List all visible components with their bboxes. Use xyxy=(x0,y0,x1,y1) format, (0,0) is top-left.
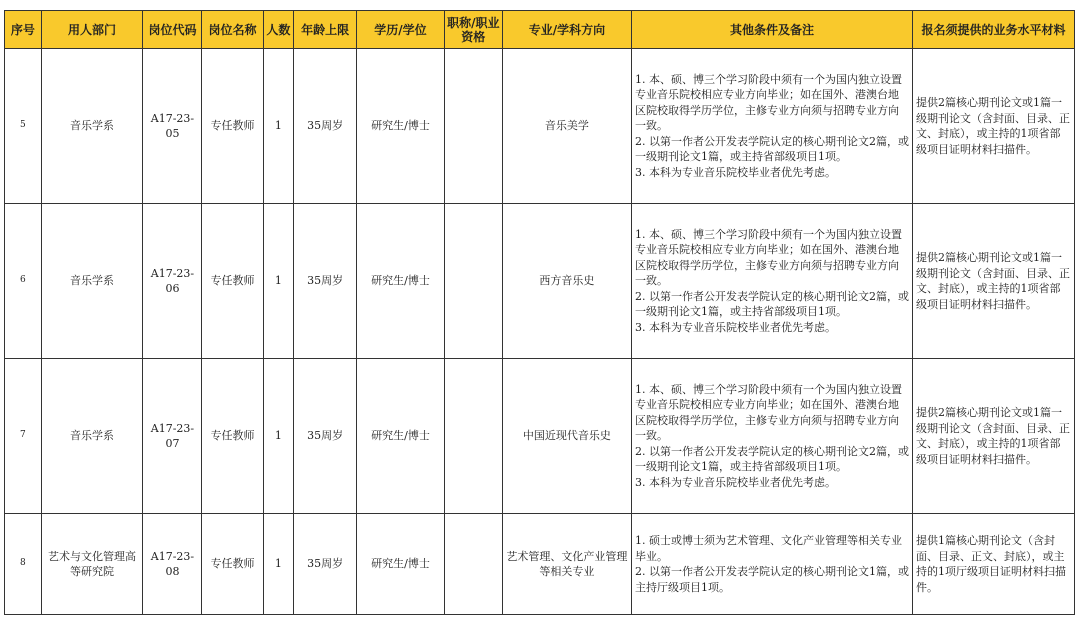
header-code: 岗位代码 xyxy=(143,11,202,49)
cell-title-qualification xyxy=(444,514,502,615)
cell-position: 专任教师 xyxy=(202,49,263,204)
table-row xyxy=(5,514,1075,615)
cell-major: 西方音乐史 xyxy=(502,204,631,359)
cell-title-qualification xyxy=(444,49,502,204)
cell-title-qualification xyxy=(444,359,502,514)
condition-line: 1. 本、硕、博三个学习阶段中须有一个为国内独立设置专业音乐院校相应专业方向毕业；如在国外、港澳台地区院校取得学历学位，主修专业方向须与招聘专业方向一致。 xyxy=(635,227,903,288)
cell-age-limit: 35周岁 xyxy=(294,204,357,359)
header-department: 用人部门 xyxy=(41,11,143,49)
cell-materials: 提供2篇核心期刊论文或1篇一级期刊论文（含封面、目录、正文、封底），或主持的1项省部级项目证明材料扫描件。 xyxy=(913,204,1075,359)
cell-index: 8 xyxy=(5,514,42,615)
header-title-qualification: 职称/职业资格 xyxy=(444,11,502,49)
table-row xyxy=(5,204,1075,359)
header-education: 学历/学位 xyxy=(357,11,445,49)
cell-education: 研究生/博士 xyxy=(357,514,445,615)
header-row xyxy=(5,11,1075,49)
condition-line: 1. 硕士或博士须为艺术管理、文化产业管理等相关专业毕业。 xyxy=(635,534,903,563)
recruitment-table xyxy=(4,10,1075,615)
cell-position: 专任教师 xyxy=(202,359,263,514)
condition-line: 2. 以第一作者公开发表学院认定的核心期刊论文2篇，或一级期刊论文1篇，或主持省部级项目1项。 xyxy=(635,289,910,319)
condition-line: 1. 本、硕、博三个学习阶段中须有一个为国内独立设置专业音乐院校相应专业方向毕业；如在国外、港澳台地区院校取得学历学位，主修专业方向须与招聘专业方向一致。 xyxy=(635,72,903,133)
cell-count: 1 xyxy=(263,514,294,615)
header-age-limit: 年龄上限 xyxy=(294,11,357,49)
cell-education: 研究生/博士 xyxy=(357,359,445,514)
table-row xyxy=(5,359,1075,514)
condition-line: 1. 本、硕、博三个学习阶段中须有一个为国内独立设置专业音乐院校相应专业方向毕业；如在国外、港澳台地区院校取得学历学位，主修专业方向须与招聘专业方向一致。 xyxy=(635,382,903,443)
cell-code: A17-23-06 xyxy=(143,204,202,359)
cell-code: A17-23-07 xyxy=(143,359,202,514)
cell-department: 艺术与文化管理高等研究院 xyxy=(41,514,143,615)
cell-materials: 提供2篇核心期刊论文或1篇一级期刊论文（含封面、目录、正文、封底），或主持的1项省部级项目证明材料扫描件。 xyxy=(913,49,1075,204)
cell-department: 音乐学系 xyxy=(41,49,143,204)
cell-count: 1 xyxy=(263,204,294,359)
cell-index: 7 xyxy=(5,359,42,514)
header-position: 岗位名称 xyxy=(202,11,263,49)
cell-age-limit: 35周岁 xyxy=(294,514,357,615)
cell-materials: 提供1篇核心期刊论文（含封面、目录、正文、封底），或主持的1项厅级项目证明材料扫描件。 xyxy=(913,514,1075,615)
condition-line: 3. 本科为专业音乐院校毕业者优先考虑。 xyxy=(635,165,837,179)
cell-count: 1 xyxy=(263,359,294,514)
cell-age-limit: 35周岁 xyxy=(294,49,357,204)
condition-line: 3. 本科为专业音乐院校毕业者优先考虑。 xyxy=(635,320,837,334)
cell-major: 艺术管理、文化产业管理等相关专业 xyxy=(502,514,631,615)
cell-conditions xyxy=(632,204,913,359)
cell-position: 专任教师 xyxy=(202,204,263,359)
condition-line: 2. 以第一作者公开发表学院认定的核心期刊论文2篇，或一级期刊论文1篇，或主持省部级项目1项。 xyxy=(635,134,910,164)
cell-code: A17-23-05 xyxy=(143,49,202,204)
cell-major: 中国近现代音乐史 xyxy=(502,359,631,514)
cell-department: 音乐学系 xyxy=(41,359,143,514)
header-index: 序号 xyxy=(5,11,42,49)
header-count: 人数 xyxy=(263,11,294,49)
cell-code: A17-23-08 xyxy=(143,514,202,615)
cell-education: 研究生/博士 xyxy=(357,204,445,359)
table-row xyxy=(5,49,1075,204)
condition-line: 3. 本科为专业音乐院校毕业者优先考虑。 xyxy=(635,475,837,489)
cell-age-limit: 35周岁 xyxy=(294,359,357,514)
cell-position: 专任教师 xyxy=(202,514,263,615)
cell-materials: 提供2篇核心期刊论文或1篇一级期刊论文（含封面、目录、正文、封底），或主持的1项省部级项目证明材料扫描件。 xyxy=(913,359,1075,514)
cell-index: 6 xyxy=(5,204,42,359)
condition-line: 2. 以第一作者公开发表学院认定的核心期刊论文1篇，或主持厅级项目1项。 xyxy=(635,565,910,594)
cell-count: 1 xyxy=(263,49,294,204)
cell-department: 音乐学系 xyxy=(41,204,143,359)
cell-major: 音乐美学 xyxy=(502,49,631,204)
header-major: 专业/学科方向 xyxy=(502,11,631,49)
header-materials: 报名须提供的业务水平材料 xyxy=(913,11,1075,49)
cell-conditions xyxy=(632,49,913,204)
cell-education: 研究生/博士 xyxy=(357,49,445,204)
condition-line: 2. 以第一作者公开发表学院认定的核心期刊论文2篇，或一级期刊论文1篇，或主持省部级项目1项。 xyxy=(635,444,910,474)
cell-index: 5 xyxy=(5,49,42,204)
header-conditions: 其他条件及备注 xyxy=(632,11,913,49)
cell-conditions xyxy=(632,359,913,514)
cell-title-qualification xyxy=(444,204,502,359)
cell-conditions xyxy=(632,514,913,615)
